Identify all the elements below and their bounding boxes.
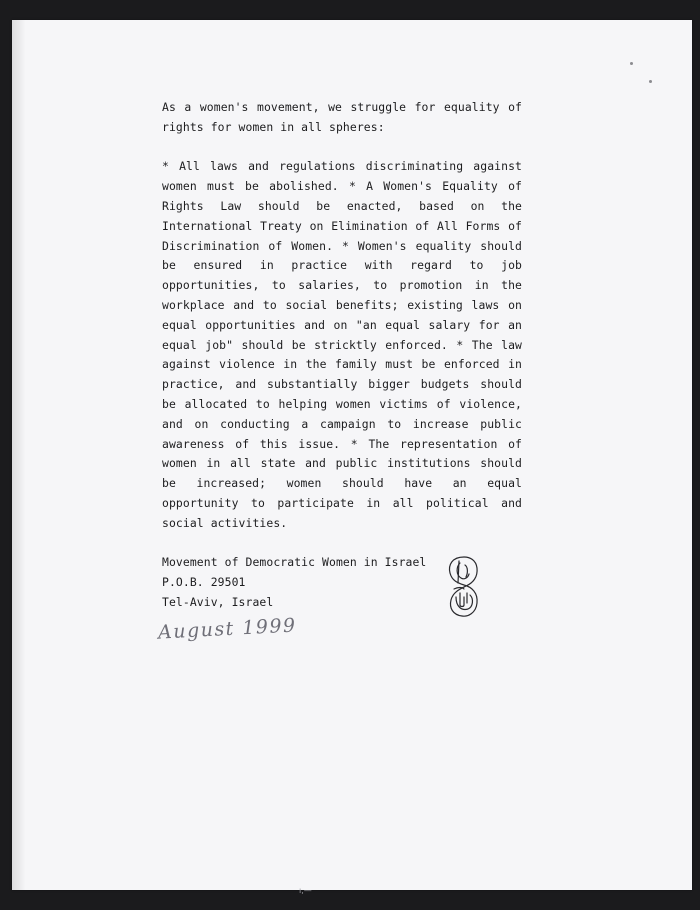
- handwritten-date: August 1999: [157, 614, 298, 644]
- paper-speck: [649, 80, 652, 83]
- po-box: P.O.B. 29501: [162, 575, 246, 590]
- city: Tel-Aviv, Israel: [162, 594, 274, 609]
- document-page: [12, 20, 692, 895]
- demands-paragraph: * All laws and regulations discriminating against women must be abolished. * A Women's Equality of Rights Law should be enacted, based on the International Treaty on Elimination of All Forms of Discrimination of Women. * Women's equality should be ensured in practice with regard to job opportunities, to salaries, to promotion in the workplace and to social benefits; existing laws on equal opportunities and on "an equal salary for an equal job" should be stricktly enforced. * The law against violence in the family must be enforced in practice, and substantially bigger budgets should be allocated to helping women victims of violence, and on conducting a campaign to increase public awareness of this issue. * The representation of women in all state and public institutions should be increased; women should have an equal opportunity to participate in all political and social activities.: [162, 159, 522, 530]
- faint-pencil-mark: ı,—: [299, 886, 312, 895]
- paper-speck: [630, 62, 633, 65]
- organization-emblem-icon: [442, 553, 486, 621]
- organization-name: Movement of Democratic Women in Israel: [162, 555, 427, 570]
- document-body: [162, 98, 522, 613]
- intro-paragraph: As a women's movement, we struggle for equality of rights for women in all spheres:: [162, 100, 522, 134]
